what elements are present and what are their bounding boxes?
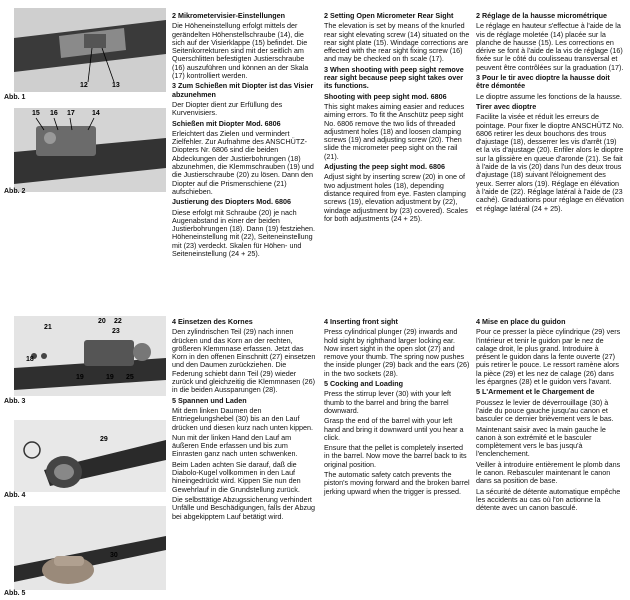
- english-column-top: [324, 12, 470, 225]
- fr-s5-heading: 5 L'Armement et le Chargement de: [476, 387, 595, 397]
- fr-s3-text-2: Facilite la visée et réduit les erreurs de pointage. Pour fixer le dioptre ANSCHÜTZ No. 6806 retirer les deux bouchons des trous d'ajustage (18), desserrer les vis d'arrêt (19) et la vis d'ajustage (20). Enfiler alors le dioptre sur la glissière en queue d'aronde (21). Se fait à l'aide de la vis (20) dans l'un des deux trous d'ajustage (18) suivant l'éloignement des yeux. Serrer alors (19). Réglage en élévation à l'aide de (22). Réglage latéral à l'aide de (23 caché). Graduations pour réglage en élévation et réglage latéral (24 + 25).: [476, 112, 624, 213]
- de-s2-text: Die Höheneinstellung erfolgt mittels der gerändelten Höhenstellschraube (14), die sich auf der Visierklappe (15) befindet. Die Seitenkorrekturen sind mit der seitlich am Querschlitten befestigten Justierschraube (16) auszuführen und können an der Skala (17) kontrolliert werden.: [172, 21, 309, 81]
- de-s5-text-3: Beim Laden achten Sie darauf, daß die Diabolo-Kugel vollkommen in den Lauf hineingedrückt wird. Kippen Sie nun den Gewehrlauf in die Grundstellung zurück.: [172, 459, 301, 494]
- label-21: 21: [44, 324, 52, 331]
- de-s3-subheading-2: Justierung des Diopters Mod. 6806: [172, 197, 292, 207]
- de-s5-text-4: Die selbsttätige Abzugssicherung verhindert Unfälle und Beschädigungen, falls der Abzug bei abgekipptem Lauf betätigt wird.: [172, 494, 316, 521]
- label-16: 16: [50, 110, 58, 117]
- label-15: 15: [32, 110, 40, 117]
- de-s5-heading: 5 Spannen und Laden: [172, 395, 247, 405]
- fr-s3-text: Le dioptre assume les fonctions de la hausse.: [476, 91, 622, 101]
- fr-s5-text-3: Veiller à introduire entièrement le plomb dans le canon. Rebasculer maintenant le canon dans sa position de base.: [476, 459, 621, 486]
- en-s3-text: This sight makes aiming easier and reduces aiming errors. To fit the Anschütz peep sight No. 6806 remove the two lids of threaded adjustment holes (18) and loosen clamping screws (19) and adjusting screw (20). Then slide the micrometer peep sight on the rail (21).: [324, 101, 465, 161]
- en-s3-text-2: Adjust sight by inserting screw (20) in one of two adjustment holes (18), depending distance required from eye. Fasten clamping screws (19), elevation adjustment by (22), windage adjustment by (23) covered). Scales for both adjustments (24 + 25).: [324, 172, 468, 223]
- english-column-bottom: [324, 318, 470, 498]
- de-s3-subheading: Schießen mit Diopter Mod. 6806: [172, 118, 281, 128]
- label-29: 29: [100, 436, 108, 443]
- de-s3-heading: 3 Zum Schießen mit Diopter ist das Visier abzunehmen: [172, 81, 314, 99]
- en-s4-text: Press cylindrical plunger (29) inwards and hold sight by righthand larger locking ear. Now insert sight in the open slot (27) and remove your thumb. The spring now pushes the inside plunger (29) back and the ears (26) in the two sockets (28).: [324, 327, 470, 378]
- label-18: 18: [26, 356, 34, 363]
- figure-4: [14, 420, 166, 492]
- fr-s4-heading: 4 Mise en place du guidon: [476, 317, 566, 326]
- en-s5-heading: 5 Cocking and Loading: [324, 379, 404, 389]
- en-s5-text-3: Ensure that the pellet is completely inserted in the barrel. Now move the barrel back to its original position.: [324, 443, 467, 469]
- figure-1-caption: Abb. 1: [4, 94, 26, 101]
- en-s5-text-4: The automatic safety catch prevents the piston's moving forward and the broken barrel jerking upward when the trigger is pressed.: [324, 470, 470, 496]
- label-12: 12: [80, 82, 88, 89]
- label-17: 17: [67, 110, 75, 117]
- front-sight-photo: [14, 420, 166, 492]
- label-14: 14: [92, 110, 100, 117]
- de-s3-text-2: Erleichtert das Zielen und vermindert Zielfehler. Zur Aufnahme des ANSCHÜTZ-Diopters Nr. 6806 sind die beiden Abdeckungen der Justierbohrungen (18) abzunehmen, die Klemmschrauben (19) und die Justierschraube (20) zu lösen. Dann den Diopter auf die Prismenschiene (21) aufschieben.: [172, 128, 314, 196]
- de-s2-heading: 2 Mikrometervisier-Einstellungen: [172, 11, 286, 20]
- en-s3-heading: 3 When shooting with peep sight remove rear sight because peep sight takes over its functions.: [324, 64, 464, 91]
- figure-2-caption: Abb. 2: [4, 188, 26, 195]
- fr-s3-heading: 3 Pour le tir avec dioptre la hausse doit être démontée: [476, 73, 610, 91]
- label-19a: 19: [106, 374, 114, 381]
- de-s5-text-2: Nun mit der linken Hand den Lauf am äußeren Ende erfassen und bis zum Einrasten ganz nach unten schwenken.: [172, 432, 298, 459]
- de-s3-text: Der Diopter dient zur Erfüllung des Kurvenvisiers.: [172, 99, 283, 118]
- french-column-top: [476, 12, 624, 215]
- en-s5-text: Press the stirrup lever (30) with your left thumb to the barrel and bring the barrel downward.: [324, 389, 452, 415]
- figure-5-caption: Abb. 5: [4, 590, 26, 597]
- label-19b: 19: [76, 374, 84, 381]
- label-13: 13: [112, 82, 120, 89]
- label-20: 20: [98, 318, 106, 325]
- fr-s5-text: Poussez le levier de déverrouillage (30) à l'aide du pouce gauche jusqu'au canon et basculer ce dernier brièvement vers le bas.: [476, 397, 614, 424]
- diopter-photo: [14, 316, 166, 396]
- en-s3-subheading-2: Adjusting the peep sight mod. 6806: [324, 162, 446, 172]
- figure-3: [14, 316, 166, 396]
- german-column-top: [172, 12, 318, 260]
- fr-s3-subheading: Tirer avec dioptre: [476, 101, 537, 111]
- en-s5-text-2: Grasp the end of the barrel with your left hand and bring it downward until you hear a click.: [324, 416, 464, 442]
- fr-s5-text-2: Maintenant saisir avec la main gauche le canon à son extrémité et le basculer complètement vers le bas jusqu'à l'enclenchement.: [476, 424, 606, 459]
- de-s4-heading: 4 Einsetzen des Kornes: [172, 317, 253, 326]
- label-25: 25: [126, 374, 134, 381]
- french-column-bottom: [476, 318, 624, 515]
- rear-sight-photo: [14, 8, 166, 92]
- peep-sight-photo: [14, 108, 166, 192]
- fr-s5-text-4: La sécurité de détente automatique empêche les accidents au cas où l'on actionne la détente avec un canon basculé.: [476, 486, 621, 513]
- de-s3-text-3: Diese erfolgt mit Schraube (20) je nach Augenabstand in einer der beiden Justierbohrungen (18). Dann (19) festziehen. Höheneinstellung mit (22), Seiteneinstellung mit (23) verdeckt. Skalen für Höhen- und Seiteneinstellung (24 + 25).: [172, 207, 316, 259]
- en-s3-subheading: Shooting with peep sight mod. 6806: [324, 91, 447, 101]
- figure-5: [14, 506, 166, 590]
- label-23: 23: [112, 328, 120, 335]
- en-s2-text: The elevation is set by means of the knurled rear sight elevating screw (14) situated on the rear sight plate (15). Windage corrections are effected with the rear sight fixing screw (16) and may be checked on th scale (17).: [324, 21, 470, 64]
- figure-2: [14, 108, 166, 192]
- cocking-photo: [14, 506, 166, 590]
- en-s4-heading: 4 Inserting front sight: [324, 317, 398, 326]
- german-column-bottom: [172, 318, 318, 523]
- label-30: 30: [110, 552, 118, 559]
- fr-s4-text: Pour ce presser la pièce cylindrique (29) vers l'intérieur et tenir le guidon par le nez de calage droit, le plus grand. Introduire à présent le guidon dans la fente ouverte (27) puis retirer le pouce. Le ressort ramène alors la pièce (29) et les nez de calage (26) dans les épargnes (28) et le guidon vers l'avant.: [476, 327, 621, 387]
- figure-3-caption: Abb. 3: [4, 398, 26, 405]
- de-s4-text: Den zylindrischen Teil (29) nach innen drücken und das Korn an der rechten, größeren Klemmnase erfassen. Jetzt das Korn in den offenen Einschnitt (27) einsetzen und den Daumen zurückziehen. Die Federung schiebt dann Teil (29) wieder zurück und gleichzeitig die Klemmnasen (26) in die beiden Aussparungen (28).: [172, 327, 316, 395]
- de-s5-text: Mit dem linken Daumen den Entriegelungshebel (30) bis an den Lauf drücken und diesen kurz nach unten kippen.: [172, 405, 314, 432]
- fr-s2-heading: 2 Réglage de la hausse micrométrique: [476, 11, 608, 20]
- figure-1: [14, 8, 166, 92]
- label-22: 22: [114, 318, 122, 325]
- en-s2-heading: 2 Setting Open Micrometer Rear Sight: [324, 11, 454, 20]
- figure-4-caption: Abb. 4: [4, 492, 26, 499]
- fr-s2-text: Le réglage en hauteur s'effectue à l'aide de la vis de réglage moletée (14) placée sur la planche de hausse (15). Les corrections en dérive se font à l'aide de la vis de réglage (16) fixée sur le côté du coulisseau transversal et peuvent être contrôlées sur la graduation (17).: [476, 21, 624, 72]
